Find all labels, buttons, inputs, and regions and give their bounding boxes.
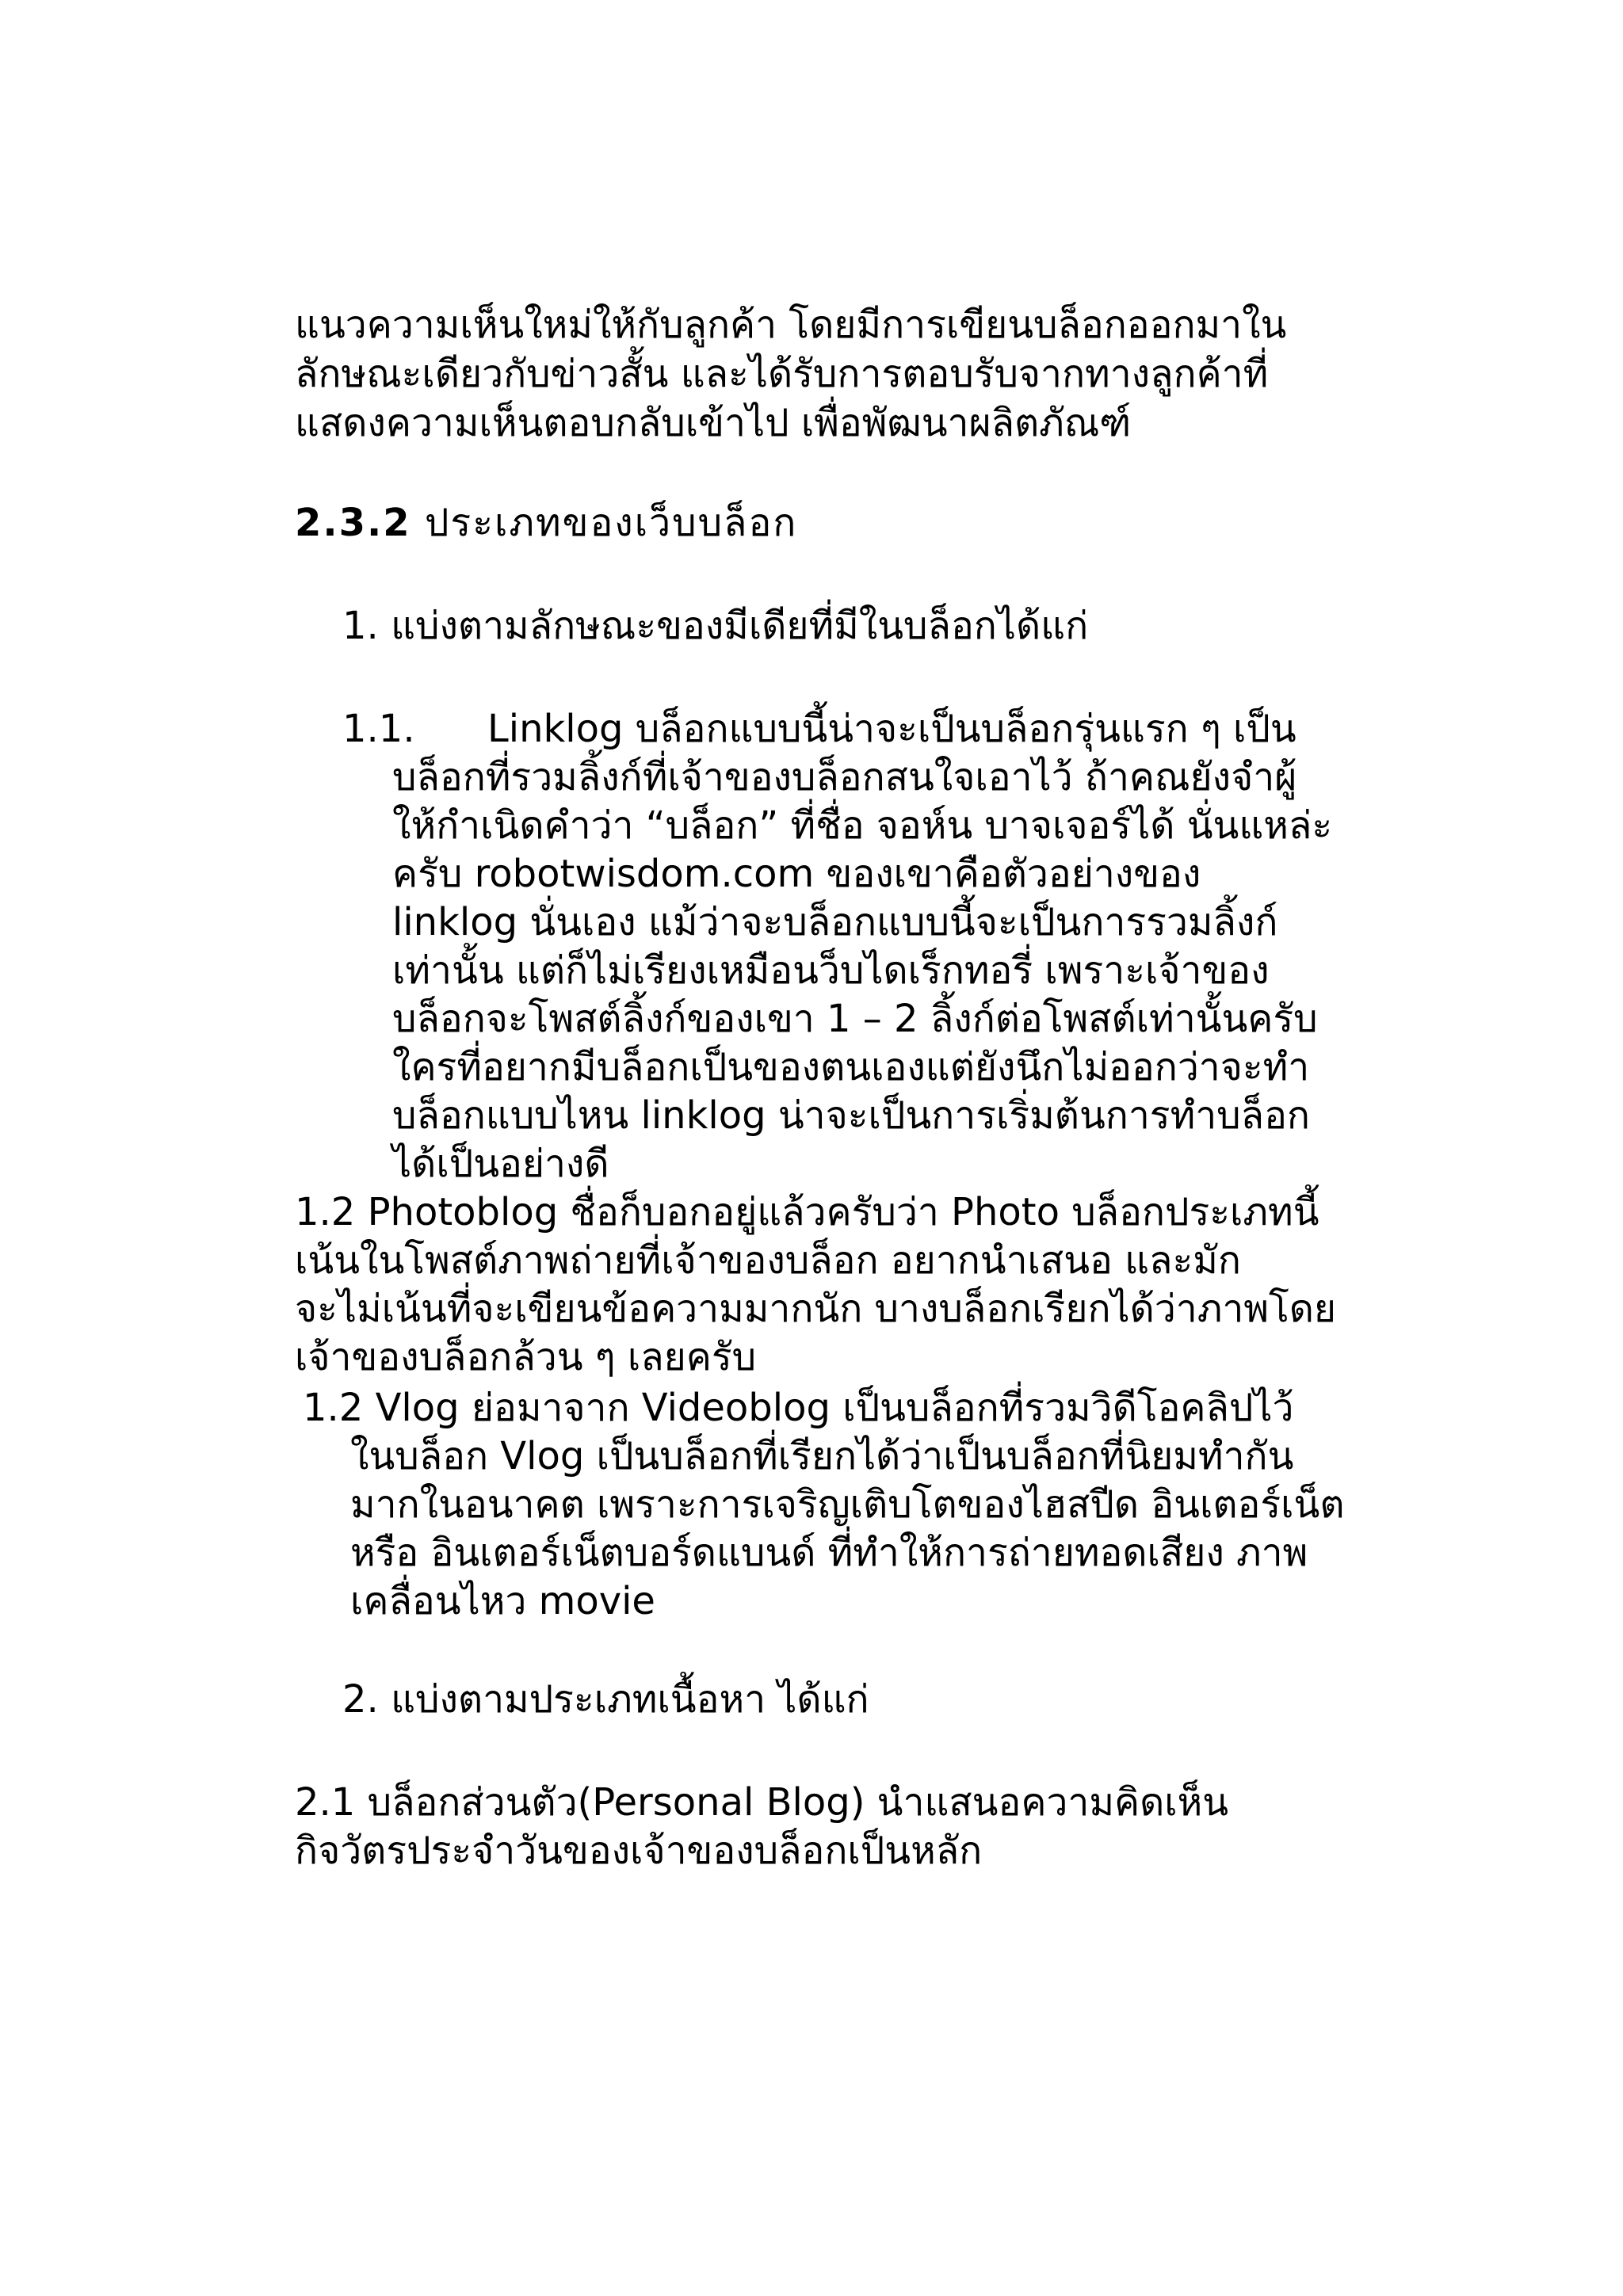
item-1-1-line-4: ครับ robotwisdom.com ของเขาคือตัวอย่างของ <box>392 852 1201 896</box>
section-number: 2.3.2 <box>295 501 411 545</box>
list1-number: 1. <box>342 604 379 648</box>
photoblog-line-2: เน้นในโพสต์ภาพถ่ายที่เจ้าของบล็อก อยากนำเสนอ และมัก <box>295 1238 1241 1283</box>
item-1-1-number: 1.1. <box>342 707 415 751</box>
vlog-line-3: มากในอนาคต เพราะการเจริญเติบโตของไฮสปีด อินเตอร์เน็ต <box>350 1482 1345 1527</box>
list1-text: แบ่งตามลักษณะของมีเดียที่มีในบล็อกได้แก่ <box>391 604 1089 648</box>
section-heading <box>295 499 797 547</box>
list1-heading <box>342 602 1088 650</box>
item-2-1-line-1: 2.1 บล็อกส่วนตัว(Personal Blog) นำแสนอความคิดเห็น <box>295 1780 1229 1825</box>
photoblog-line-1: 1.2 Photoblog ชื่อก็บอกอยู่แล้วครับว่า Photo บล็อกประเภทนี้ <box>295 1190 1319 1234</box>
item-1-1-line-3: ให้กำเนิดคำว่า “บล็อก” ที่ชื่อ จอห์น บาจเจอร์ได้ นั่นแหล่ะ <box>392 803 1333 848</box>
list2-heading <box>342 1676 869 1723</box>
item-1-1-line-10: ได้เป็นอย่างดี <box>392 1142 609 1186</box>
list2-text: แบ่งตามประเภทเนื้อหา ได้แก่ <box>391 1677 869 1722</box>
vlog-line-2: ในบล็อก Vlog เป็นบล็อกที่เรียกได้ว่าเป็นบล็อกที่นิยมทำกัน <box>350 1434 1294 1478</box>
vlog-line-5: เคลื่อนไหว movie <box>350 1579 655 1623</box>
item-1-1-line-5: linklog นั่นเอง แม้ว่าจะบล็อกแบบนี้จะเป็นการรวมลิ้งก์ <box>392 900 1278 944</box>
item-1-1-line-1: Linklog บล็อกแบบนี้น่าจะเป็นบล็อกรุ่นแรก ๆ เป็น <box>487 707 1296 751</box>
item-1-1-line-6: เท่านั้น แต่ก็ไม่เรียงเหมือนว็บไดเร็กทอรี่ เพราะเจ้าของ <box>392 948 1270 993</box>
item-2-1-line-2: กิจวัตรประจำวันของเจ้าของบล็อกเป็นหลัก <box>295 1829 983 1873</box>
photoblog-line-4: เจ้าของบล็อกล้วน ๆ เลยครับ <box>295 1335 757 1379</box>
photoblog-line-3: จะไม่เน้นที่จะเขียนข้อความมากนัก บางบล็อกเรียกได้ว่าภาพโดย <box>295 1287 1337 1331</box>
item-1-1-line-2: บล็อกที่รวมลิ้งก์ที่เจ้าของบล็อกสนใจเอาไว้ ถ้าคณยังจำผู้ <box>392 755 1297 799</box>
section-title: ประเภทของเว็บบล็อก <box>424 501 798 545</box>
intro-line-1: แนวความเห็นใหม่ให้กับลูกค้า โดยมีการเขียนบล็อกออกมาใน <box>295 303 1287 347</box>
vlog-line-1: 1.2 Vlog ย่อมาจาก Videoblog เป็นบล็อกที่รวมวิดีโอคลิปไว้ <box>303 1386 1294 1430</box>
item-1-1-line-8: ใครที่อยากมีบล็อกเป็นของตนเองแต่ยังนึกไม่ออกว่าจะทำ <box>392 1045 1310 1089</box>
item-1-1-line-9: บล็อกแบบไหน linklog น่าจะเป็นการเริ่มต้นการทำบล็อก <box>392 1093 1310 1138</box>
intro-line-3: แสดงความเห็นตอบกลับเข้าไป เพื่อพัฒนาผลิตภัณฑ์ <box>295 401 1132 445</box>
list2-number: 2. <box>342 1677 379 1722</box>
intro-line-2: ลักษณะเดียวกับข่าวสั้น และได้รับการตอบรับจากทางลูกค้าที่ <box>295 352 1269 396</box>
item-1-1-line-7: บล็อกจะโพสต์ลิ้งก์ของเขา 1 – 2 ลิ้งก์ต่อโพสต์เท่านั้นครับ <box>392 997 1318 1041</box>
vlog-line-4: หรือ อินเตอร์เน็ตบอร์ดแบนด์ ที่ทำให้การถ่ายทอดเสียง ภาพ <box>350 1531 1308 1575</box>
